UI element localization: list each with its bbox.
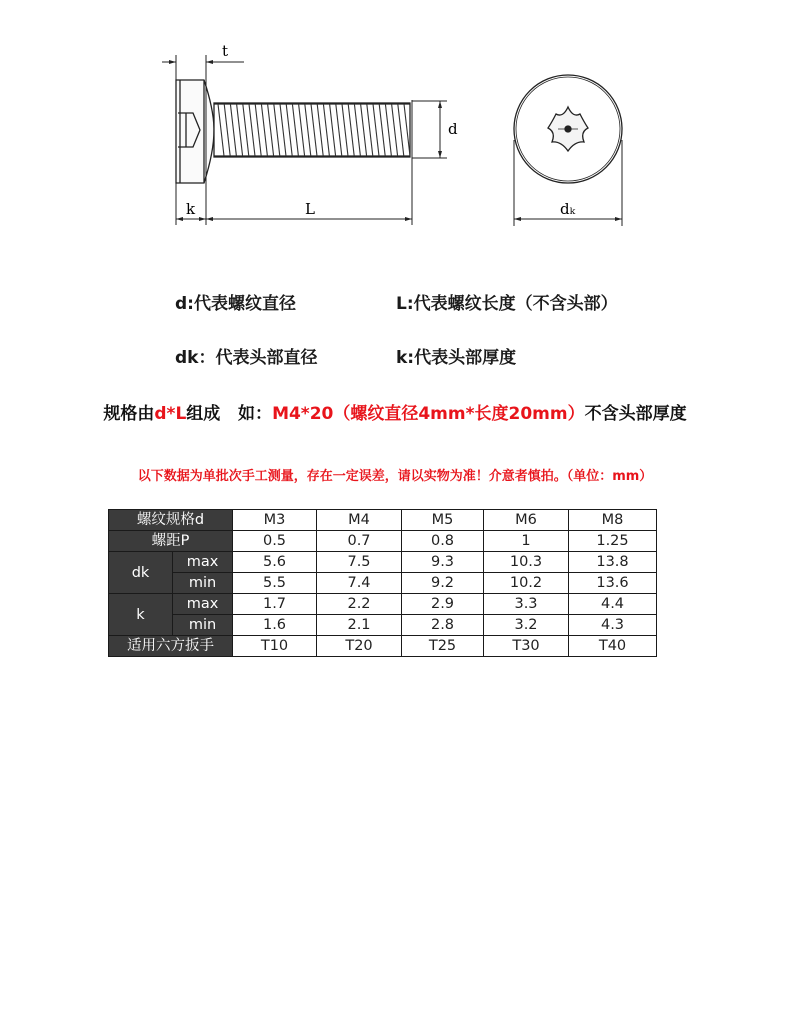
table-cell: 4.3 (569, 615, 657, 636)
header-k-label: k (109, 594, 173, 636)
table-row (109, 615, 657, 636)
spec-suffix: 不含头部厚度 (584, 404, 687, 424)
table-cell: T20 (317, 636, 402, 657)
table-cell: 2.9 (402, 594, 484, 615)
table-cell: 2.1 (317, 615, 402, 636)
header-min-label: min (173, 573, 233, 594)
spec-table (108, 509, 657, 657)
table-cell: 10.3 (484, 552, 569, 573)
table-cell: 2.2 (317, 594, 402, 615)
table-cell: 13.6 (569, 573, 657, 594)
table-cell: 0.5 (233, 531, 317, 552)
table-cell: 5.6 (233, 552, 317, 573)
table-cell: 1 (484, 531, 569, 552)
spec-prefix: 规格由 (103, 404, 155, 424)
screw-top-view (514, 75, 622, 183)
table-cell: 0.8 (402, 531, 484, 552)
table-cell: T30 (484, 636, 569, 657)
table-cell: 5.5 (233, 573, 317, 594)
header-max-label: max (173, 594, 233, 615)
table-cell: 7.4 (317, 573, 402, 594)
table-cell: T40 (569, 636, 657, 657)
legend-dk: dk：代表头部直径 (175, 348, 318, 368)
table-cell: 4.4 (569, 594, 657, 615)
table-cell: M6 (484, 510, 569, 531)
label-L: L (305, 200, 315, 218)
table-cell: M4 (317, 510, 402, 531)
table-row (109, 636, 657, 657)
table-cell: M5 (402, 510, 484, 531)
table-cell: 13.8 (569, 552, 657, 573)
measurement-notice: 以下数据为单批次手工测量，存在一定误差，请以实物为准！介意者慎拍。（单位：mm） (137, 469, 653, 484)
legend-d: d:代表螺纹直径 (175, 294, 296, 314)
table-cell: 10.2 (484, 573, 569, 594)
header-wrench-label: 适用六方扳手 (109, 636, 233, 657)
table-cell: 1.7 (233, 594, 317, 615)
spec-line (0, 399, 790, 424)
table-row (109, 531, 657, 552)
spec-middle: 组成 如： (186, 404, 273, 424)
header-pitch-label: 螺距P (109, 531, 233, 552)
label-t: t (222, 42, 229, 60)
table-cell: 9.3 (402, 552, 484, 573)
screw-side-view (176, 80, 410, 183)
table-row (109, 573, 657, 594)
table-row (109, 510, 657, 531)
header-max-label: max (173, 552, 233, 573)
table-cell: M8 (569, 510, 657, 531)
table-cell: 1.6 (233, 615, 317, 636)
table-cell: T25 (402, 636, 484, 657)
header-size-label: 螺纹规格d (109, 510, 233, 531)
table-cell: 9.2 (402, 573, 484, 594)
table-cell: 2.8 (402, 615, 484, 636)
table-row (109, 552, 657, 573)
table-row (109, 594, 657, 615)
header-dk-label: dk (109, 552, 173, 594)
label-k: k (186, 200, 196, 218)
table-cell: 0.7 (317, 531, 402, 552)
table-cell: T10 (233, 636, 317, 657)
table-cell: 1.25 (569, 531, 657, 552)
table-cell: 7.5 (317, 552, 402, 573)
label-d: d (448, 120, 458, 138)
table-cell: 3.3 (484, 594, 569, 615)
legend-k: k:代表头部厚度 (396, 348, 517, 368)
header-min-label: min (173, 615, 233, 636)
legend-L: L:代表螺纹长度（不含头部） (396, 294, 618, 314)
screw-diagram (0, 0, 790, 250)
label-dk: dₖ (560, 200, 576, 218)
table-cell: M3 (233, 510, 317, 531)
table-cell: 3.2 (484, 615, 569, 636)
spec-example: M4*20（螺纹直径4mm*长度20mm） (272, 404, 585, 424)
spec-formula: d*L (154, 404, 187, 424)
